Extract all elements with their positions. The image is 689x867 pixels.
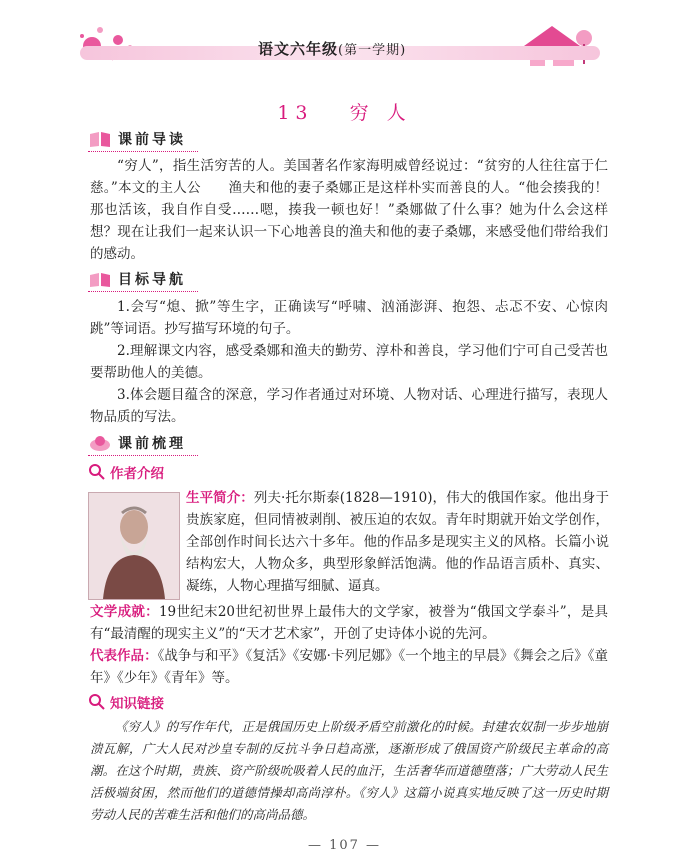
subheading-label: 知识链接: [110, 696, 164, 712]
author-portrait: [88, 492, 180, 600]
intro-paragraph: “穷人”，指生活穷苦的人。美国著名作家海明威曾经说过：“贫穷的人往往富于仁慈。”本文的主人公 渔夫和他的妻子桑娜正是这样朴实而善良的人。“他会揍我的！那也活该，我自作自受……嗯，揍我一顿也好！”桑娜做了什么事？她为什么会这样想？现在让我们一起来认识一下心地善良的渔夫和他的妻子桑娜，来感受他们带给我们的感动。: [90, 158, 608, 262]
lit-text: 19世纪末20世纪初世界上最伟大的文学家，被誉为“俄国文学泰斗”，是具有“最清醒的现实主义”的“天才艺术家”，开创了史诗体小说的先河。: [90, 604, 608, 642]
section-underline: [88, 290, 198, 292]
book-icon: [88, 269, 112, 289]
goal-item: 2.理解课文内容，感受桑娜和渔夫的勤劳、淳朴和善良，学习他们宁可自己受苦也要帮助他人的美德。: [90, 343, 608, 381]
bio-text: 列夫·托尔斯泰(1828—1910)，伟大的俄国作家。他出身于贵族家庭，但同情被剥削、被压迫的农奴。青年时期就开始文学创作，全部创作时间长达六十多年。他的作品多是现实主义的风格。长篇小说结构宏大，人物众多，典型形象鲜活饱满。他的作品语言质朴、真实、凝练，人物心理描写细腻、逼真。: [186, 490, 609, 594]
book-title-sub: (第一学期): [338, 43, 407, 58]
section-heading-label: 课前导读: [118, 132, 186, 148]
section-heading-intro: [88, 128, 186, 150]
author-portrait-image: [89, 493, 179, 599]
section-underline: [88, 150, 198, 152]
section-heading-goals: [88, 268, 186, 290]
section-heading-review: [88, 432, 186, 454]
goal-item: 3.体会题目蕴含的深意，学习作者通过对环境、人物对话、心理进行描写，表现人物品质的写法。: [90, 387, 608, 425]
author-bio-first: [186, 487, 609, 597]
book-icon: [88, 433, 112, 453]
lit-label: 文学成就：: [90, 604, 159, 620]
subheading-label: 作者介绍: [110, 466, 164, 482]
subheading-knowledge: [88, 692, 164, 712]
subheading-author: [88, 462, 164, 482]
book-title: [258, 38, 406, 59]
lesson-number: 13: [277, 102, 314, 124]
knowledge-paragraph: 《穷人》的写作年代，正是俄国历史上阶级矛盾空前激化的时候。封建农奴制一步步地崩溃瓦解，广大人民对沙皇专制的反抗斗争日趋高涨，逐渐形成了俄国资产阶级民主革命的高潮。在这个时期，贵族、资产阶级吮吸着人民的血汗，生活奢华而道德堕落；广大劳动人民生活极端贫困，然而他们的道德情操却高尚淳朴。《穷人》这篇小说真实地反映了这一历史时期劳动人民的苦难生活和他们的高尚品德。: [90, 719, 608, 822]
book-title-main: 语文六年级: [258, 40, 339, 58]
goal-item: 1.会写“熄、掀”等生字，正确读写“呼啸、汹涌澎湃、抱怨、忐忑不安、心惊肉跳”等词语。抄写描写环境的句子。: [90, 299, 608, 337]
works-text: 《战争与和平》《复活》《安娜·卡列尼娜》《一个地主的早晨》《舞会之后》《童年》《少年》《青年》等。: [90, 648, 609, 686]
representative-works: [90, 645, 608, 689]
section-underline: [88, 454, 198, 456]
magnifier-icon: [88, 463, 106, 481]
section-heading-label: 目标导航: [118, 272, 186, 288]
works-label: 代表作品：: [90, 648, 158, 664]
lesson-name: 穷 人: [349, 102, 412, 124]
book-icon: [88, 129, 112, 149]
magnifier-icon: [88, 693, 106, 711]
literary-achievement: [90, 601, 608, 645]
section-heading-label: 课前梳理: [118, 436, 186, 452]
lesson-title: [0, 98, 689, 125]
page-number: — 107 —: [307, 838, 382, 853]
page-header: [0, 0, 689, 88]
bio-label: 生平简介：: [186, 490, 254, 506]
